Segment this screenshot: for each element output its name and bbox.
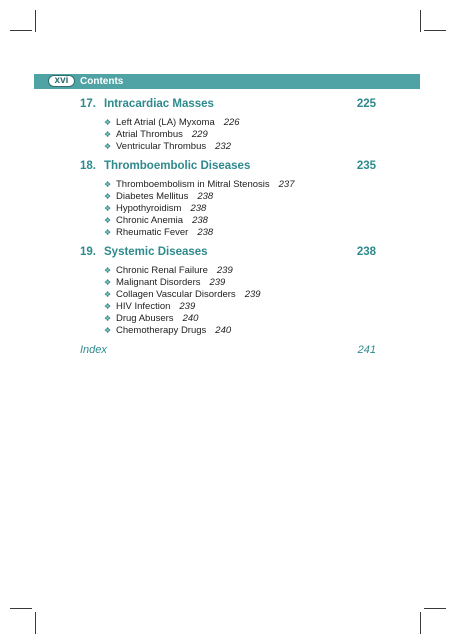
chapter-title: Intracardiac Masses — [104, 98, 214, 110]
section-entry[interactable] — [80, 190, 376, 202]
section-title: Collagen Vascular Disorders — [116, 288, 236, 300]
diamond-bullet-icon: ❖ — [104, 191, 112, 201]
diamond-bullet-icon: ❖ — [104, 289, 112, 299]
section-title: Drug Abusers — [116, 312, 174, 324]
section-entry[interactable] — [80, 226, 376, 238]
section-entry[interactable] — [80, 264, 376, 276]
section-entry[interactable] — [80, 312, 376, 324]
section-page: 229 — [191, 128, 208, 140]
chapter-block — [80, 98, 376, 152]
chapter-heading[interactable] — [80, 98, 376, 116]
diamond-bullet-icon: ❖ — [104, 141, 112, 151]
section-title: HIV Infection — [116, 300, 171, 312]
table-of-contents — [80, 98, 376, 358]
section-page: 239 — [179, 300, 196, 312]
diamond-bullet-icon: ❖ — [104, 215, 112, 225]
crop-mark — [424, 608, 446, 609]
crop-mark — [35, 612, 36, 634]
section-page: 238 — [197, 226, 214, 238]
diamond-bullet-icon: ❖ — [104, 301, 112, 311]
crop-mark — [10, 608, 32, 609]
section-page: 238 — [190, 202, 207, 214]
section-entry[interactable] — [80, 178, 376, 190]
crop-mark — [420, 612, 421, 634]
chapter-heading[interactable] — [80, 160, 376, 178]
crop-mark — [424, 30, 446, 31]
chapter-block — [80, 246, 376, 336]
diamond-bullet-icon: ❖ — [104, 117, 112, 127]
section-page: 239 — [209, 276, 226, 288]
section-list — [80, 116, 376, 152]
section-entry[interactable] — [80, 288, 376, 300]
section-list — [80, 178, 376, 238]
crop-mark — [10, 30, 32, 31]
section-entry[interactable] — [80, 300, 376, 312]
diamond-bullet-icon: ❖ — [104, 325, 112, 335]
section-page: 239 — [216, 264, 233, 276]
section-page: 239 — [244, 288, 261, 300]
section-list — [80, 264, 376, 336]
section-title: Diabetes Mellitus — [116, 190, 189, 202]
section-page: 238 — [197, 190, 214, 202]
section-title: Left Atrial (LA) Myxoma — [116, 116, 215, 128]
chapter-number: 19. — [80, 246, 96, 258]
chapter-block — [80, 160, 376, 238]
index-label: Index — [80, 344, 107, 356]
chapter-number: 18. — [80, 160, 96, 172]
section-title: Hypothyroidism — [116, 202, 182, 214]
section-title: Ventricular Thrombus — [116, 140, 207, 152]
section-entry[interactable] — [80, 214, 376, 226]
page-number-badge: xvi — [48, 75, 75, 87]
diamond-bullet-icon: ❖ — [104, 129, 112, 139]
section-title: Chemotherapy Drugs — [116, 324, 207, 336]
diamond-bullet-icon: ❖ — [104, 277, 112, 287]
diamond-bullet-icon: ❖ — [104, 313, 112, 323]
crop-mark — [420, 10, 421, 32]
section-entry[interactable] — [80, 140, 376, 152]
index-entry[interactable] — [80, 344, 376, 358]
chapter-page: 238 — [356, 246, 376, 258]
section-page: 238 — [192, 214, 208, 226]
section-entry[interactable] — [80, 128, 376, 140]
chapter-number: 17. — [80, 98, 96, 110]
section-page: 226 — [223, 116, 240, 128]
section-entry[interactable] — [80, 276, 376, 288]
section-page: 232 — [215, 140, 231, 152]
chapter-title: Thromboembolic Diseases — [104, 160, 251, 172]
chapter-heading[interactable] — [80, 246, 376, 264]
section-entry[interactable] — [80, 116, 376, 128]
chapter-page: 235 — [356, 160, 376, 172]
section-page: 240 — [215, 324, 232, 336]
section-entry[interactable] — [80, 324, 376, 336]
section-title: Atrial Thrombus — [116, 128, 183, 140]
section-title: Chronic Renal Failure — [116, 264, 208, 276]
section-page: 237 — [278, 178, 295, 190]
section-title: Thromboembolism in Mitral Stenosis — [116, 178, 270, 190]
section-title: Chronic Anemia — [116, 214, 184, 226]
diamond-bullet-icon: ❖ — [104, 179, 112, 189]
running-header-title: Contents — [80, 76, 124, 87]
section-entry[interactable] — [80, 202, 376, 214]
diamond-bullet-icon: ❖ — [104, 265, 112, 275]
section-title: Malignant Disorders — [116, 276, 201, 288]
index-page: 241 — [357, 344, 376, 356]
section-title: Rheumatic Fever — [116, 226, 189, 238]
chapter-title: Systemic Diseases — [104, 246, 208, 258]
chapter-page: 225 — [356, 98, 376, 110]
section-page: 240 — [182, 312, 199, 324]
diamond-bullet-icon: ❖ — [104, 227, 112, 237]
diamond-bullet-icon: ❖ — [104, 203, 112, 213]
crop-mark — [35, 10, 36, 32]
